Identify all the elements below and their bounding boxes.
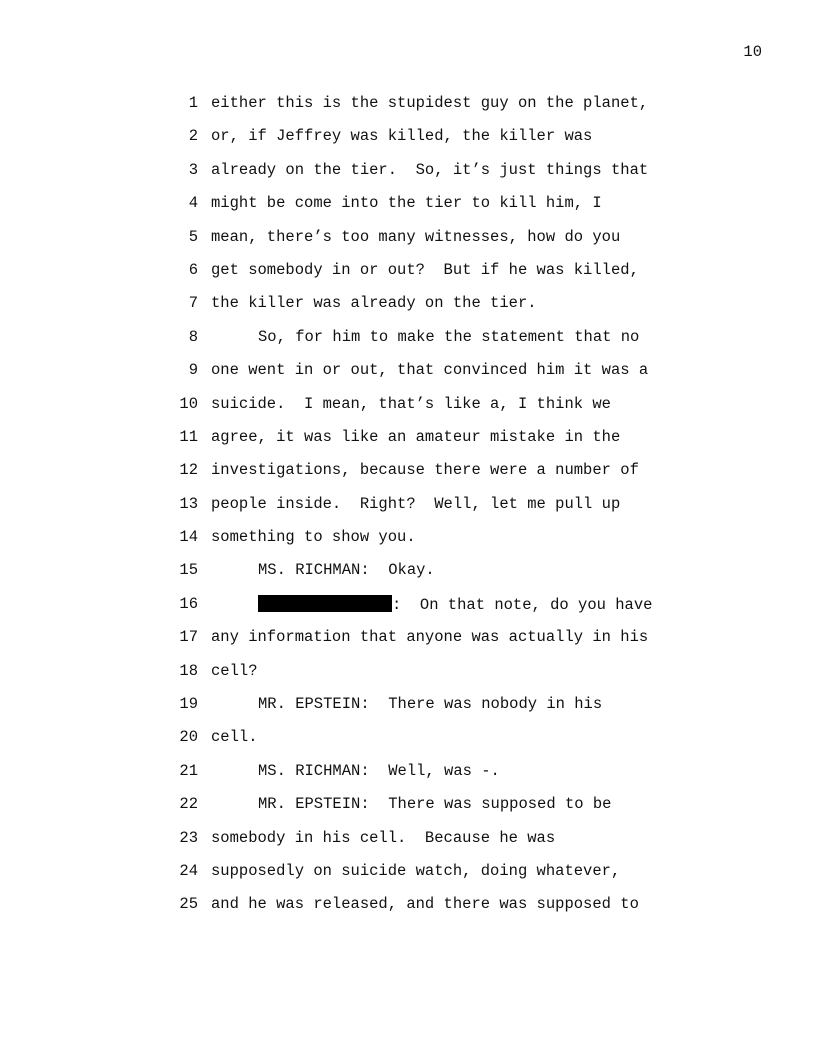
line-text: suicide. I mean, that’s like a, I think we <box>211 394 611 413</box>
line-number: 1 <box>188 94 198 112</box>
transcript-line <box>174 595 674 628</box>
line-number: 2 <box>188 127 198 146</box>
transcript-line <box>174 294 674 327</box>
redaction-bar <box>258 595 392 612</box>
line-text: either this is the stupidest guy on the planet, <box>211 94 649 112</box>
transcript-line <box>174 528 674 561</box>
line-number: 22 <box>179 795 198 814</box>
line-number: 17 <box>179 628 198 647</box>
line-number: 11 <box>179 427 198 446</box>
line-text: MS. RICHMAN: Well, was -. <box>258 761 500 780</box>
transcript-line <box>174 728 674 761</box>
line-text: cell. <box>211 728 258 747</box>
line-text: might be come into the tier to kill him, I <box>211 194 602 213</box>
line-text: already on the tier. So, it’s just things that <box>211 160 649 179</box>
line-text: any information that anyone was actually in his <box>211 628 649 647</box>
transcript-line <box>174 361 674 394</box>
page-number: 10 <box>743 43 762 61</box>
line-number: 8 <box>188 327 198 346</box>
line-number: 19 <box>179 695 198 714</box>
transcript-line <box>174 194 674 227</box>
line-number: 25 <box>179 895 198 914</box>
line-number: 10 <box>179 394 198 413</box>
transcript-line <box>174 395 674 428</box>
line-number: 3 <box>188 160 198 179</box>
line-text: mean, there’s too many witnesses, how do you <box>211 227 621 246</box>
line-number: 7 <box>188 294 198 313</box>
transcript-body <box>174 94 674 929</box>
line-number: 4 <box>188 194 198 213</box>
line-text-redacted-speaker <box>211 595 652 628</box>
line-number: 16 <box>179 594 198 613</box>
line-number: 23 <box>179 828 198 847</box>
line-number: 14 <box>179 528 198 547</box>
line-number: 6 <box>188 260 198 279</box>
line-number: 21 <box>179 761 198 780</box>
line-text: supposedly on suicide watch, doing whatever, <box>211 861 621 880</box>
transcript-line <box>174 795 674 828</box>
line-text: agree, it was like an amateur mistake in the <box>211 427 621 446</box>
transcript-line <box>174 228 674 261</box>
transcript-line <box>174 161 674 194</box>
transcript-line <box>174 561 674 594</box>
transcript-line <box>174 94 674 127</box>
transcript-line <box>174 127 674 160</box>
transcript-line <box>174 862 674 895</box>
line-number: 5 <box>188 227 198 246</box>
line-text: and he was released, and there was supposed to <box>211 895 639 914</box>
transcript-line <box>174 895 674 928</box>
transcript-line <box>174 829 674 862</box>
line-text: the killer was already on the tier. <box>211 294 537 313</box>
line-number: 13 <box>179 494 198 513</box>
line-text: investigations, because there were a number of <box>211 461 639 480</box>
line-text: So, for him to make the statement that no <box>258 327 640 346</box>
line-number: 24 <box>179 861 198 880</box>
line-text: somebody in his cell. Because he was <box>211 828 556 847</box>
transcript-line <box>174 428 674 461</box>
transcript-line <box>174 662 674 695</box>
line-text: MR. EPSTEIN: There was supposed to be <box>258 795 612 814</box>
line-number: 20 <box>179 728 198 747</box>
transcript-line <box>174 461 674 494</box>
line-text: or, if Jeffrey was killed, the killer was <box>211 127 593 146</box>
transcript-line <box>174 695 674 728</box>
line-text: cell? <box>211 661 258 680</box>
line-number: 15 <box>179 561 198 580</box>
transcript-line <box>174 762 674 795</box>
line-text: MS. RICHMAN: Okay. <box>258 561 435 580</box>
line-text: one went in or out, that convinced him it was a <box>211 361 649 380</box>
transcript-line <box>174 495 674 528</box>
transcript-line <box>174 261 674 294</box>
line-text: get somebody in or out? But if he was killed, <box>211 260 639 279</box>
transcript-line <box>174 628 674 661</box>
transcript-line <box>174 328 674 361</box>
line-number: 12 <box>179 461 198 480</box>
line-number: 18 <box>179 661 198 680</box>
line-text: : On that note, do you have <box>392 595 653 614</box>
line-text: people inside. Right? Well, let me pull up <box>211 494 621 513</box>
line-text: something to show you. <box>211 528 416 547</box>
line-number: 9 <box>188 361 198 380</box>
line-text: MR. EPSTEIN: There was nobody in his <box>258 695 603 714</box>
